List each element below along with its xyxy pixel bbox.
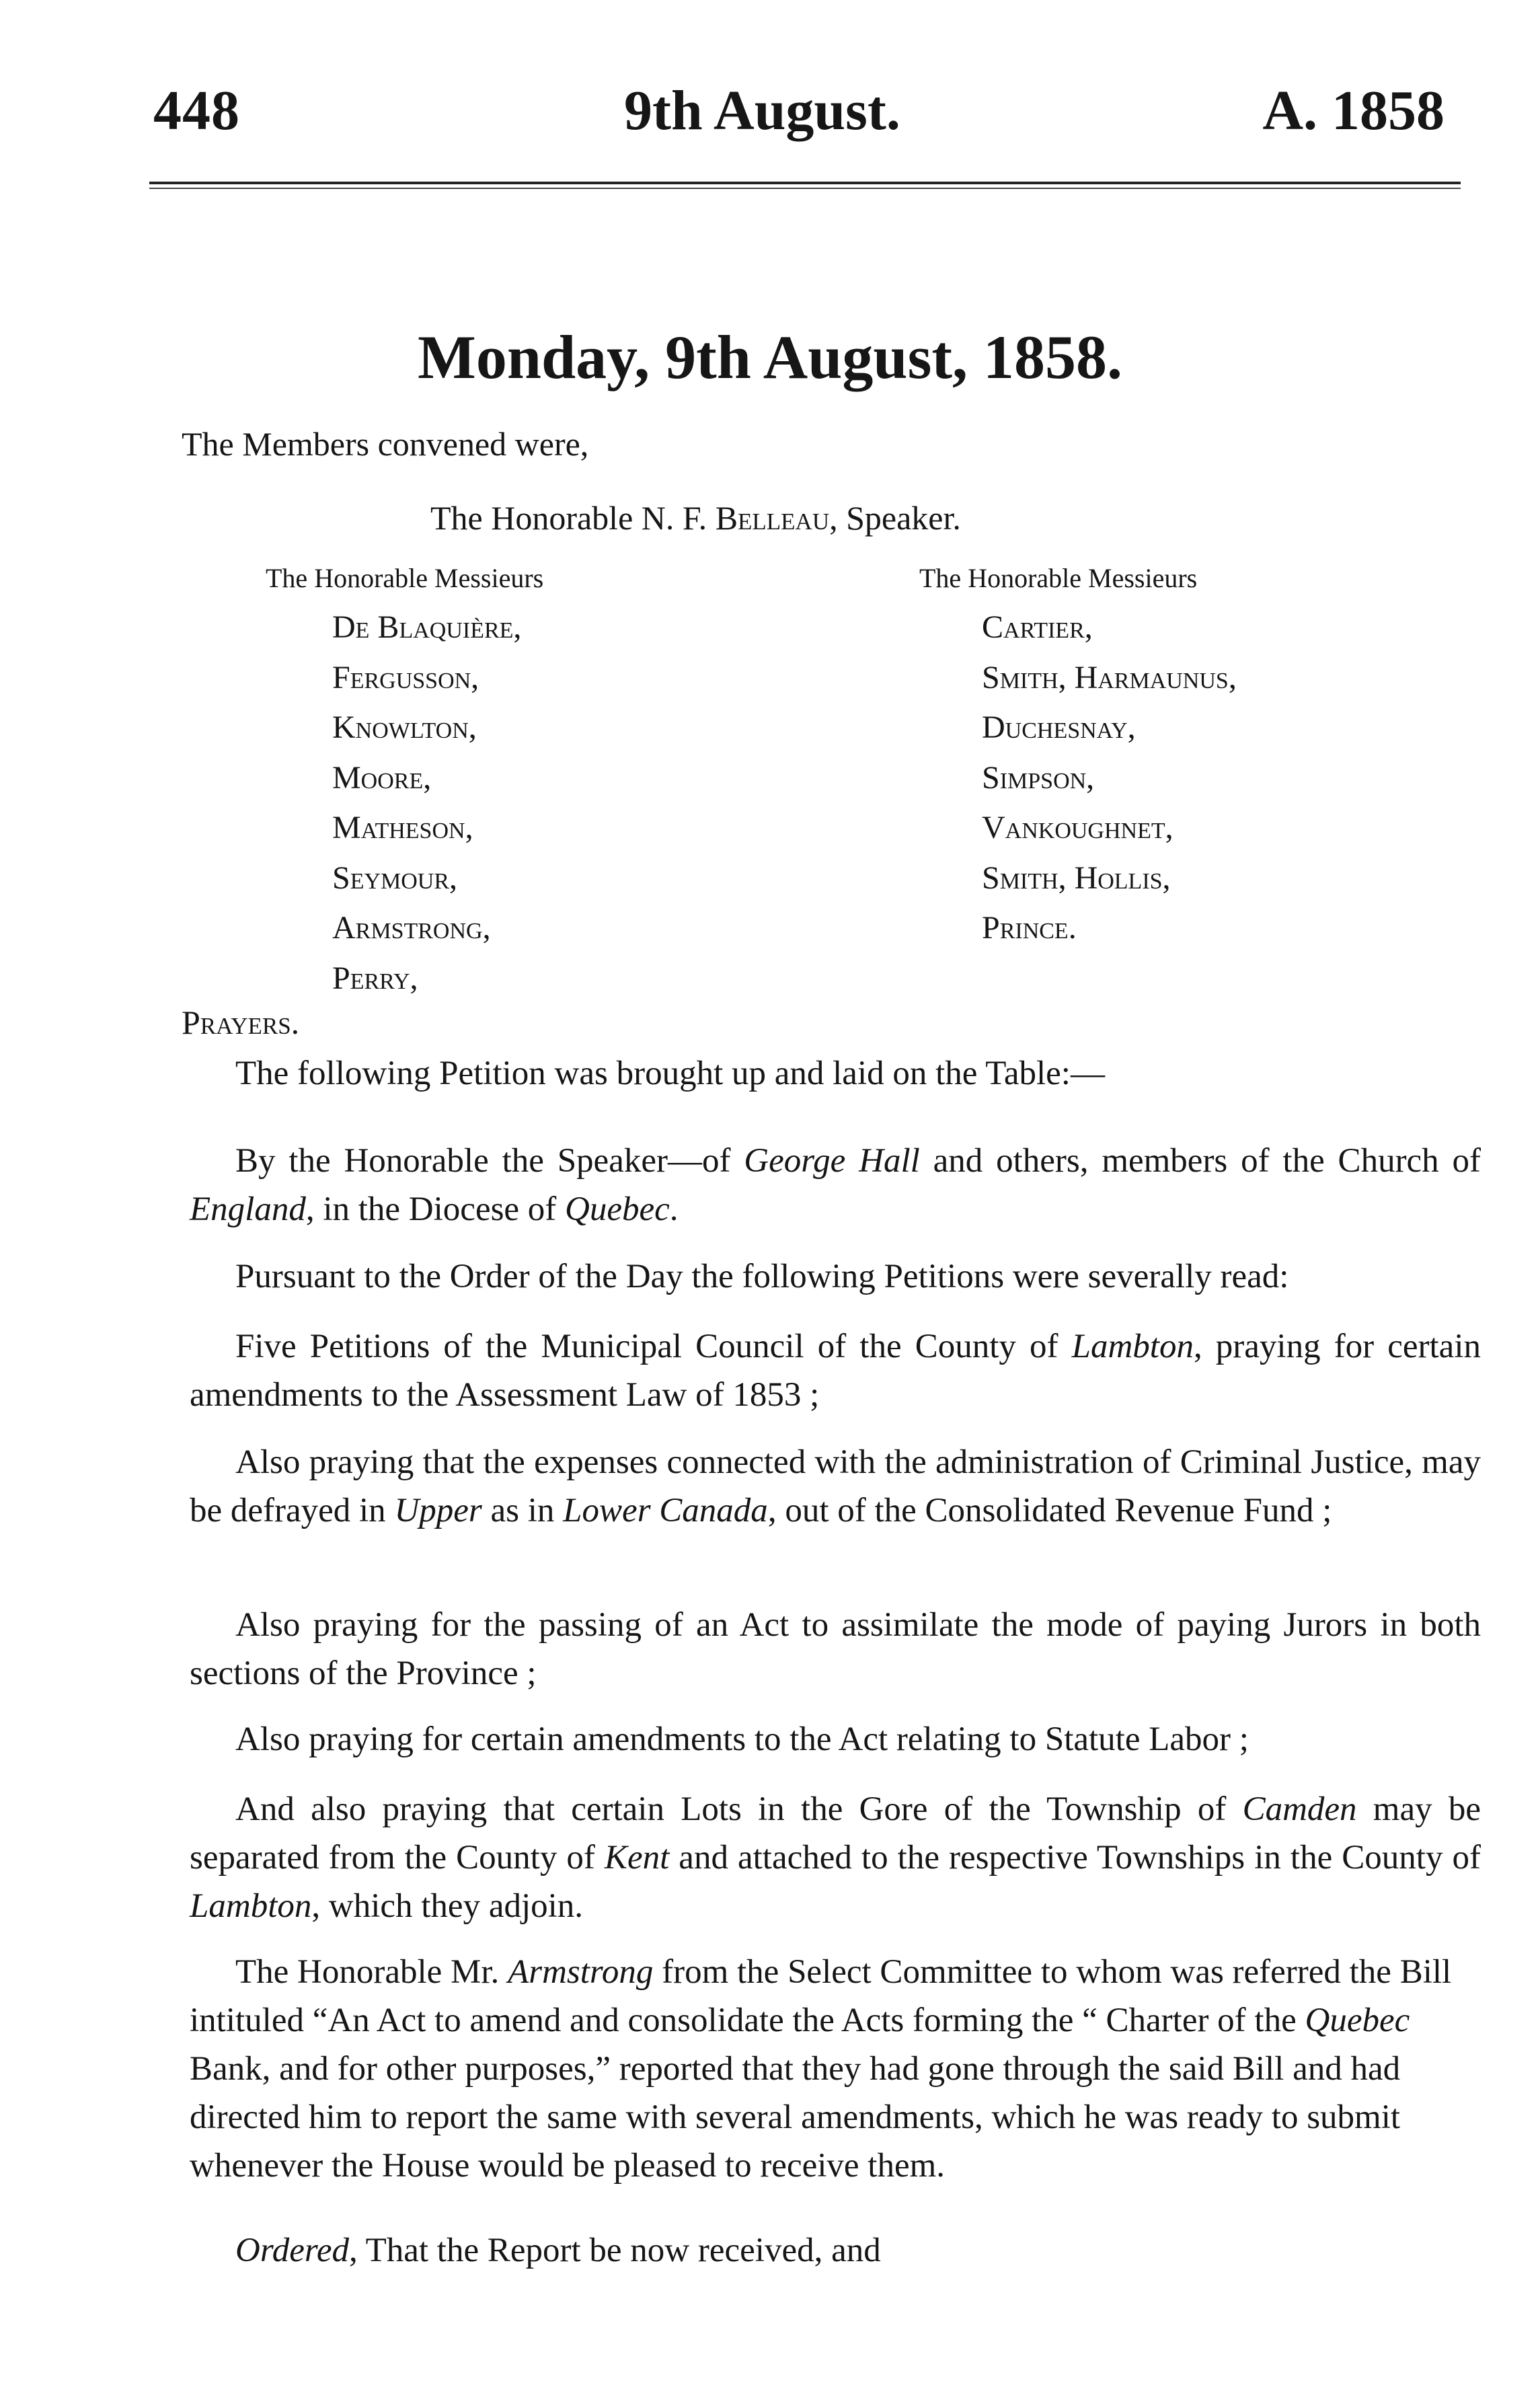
speaker-suffix: , Speaker. (829, 499, 961, 537)
prayers-heading: Prayers. (182, 1003, 300, 1041)
speaker-name: Belleau (715, 499, 830, 537)
running-head-year: A. 1858 (1262, 79, 1445, 142)
running-head (153, 73, 1471, 142)
committee-report-paragraph: The Honorable Mr. Armstrong from the Select Committee to whom was referred the Bill intituled “An Act to amend and consolidate the Acts forming the “ Charter of the Quebec Bank, and for other purposes,” reported that they had gone through the said Bill and had directed him to report the same with several amendments, which he was ready to submit whenever the House would be pleased to receive them. (190, 1953, 1452, 2185)
speaker-prefix: The Honorable N. F. (430, 499, 716, 537)
member-name: Vankoughnet, (982, 810, 1173, 845)
members-convened-line: The Members convened were, (182, 425, 589, 463)
province-upper: Upper (394, 1492, 482, 1529)
county-kent: Kent (604, 1839, 670, 1876)
member-name: Smith, Hollis, (982, 860, 1171, 896)
petitioner-name: George Hall (744, 1142, 920, 1180)
member-name: Moore, (332, 759, 432, 796)
members-right-heading: The Honorable Messieurs (919, 563, 1198, 593)
member-armstrong: Armstrong (508, 1953, 654, 1991)
petition-intro-paragraph: The following Petition was brought up and laid on the Table:— (235, 1055, 1105, 1092)
county-lambton: Lambton (190, 1887, 312, 1925)
member-name: Simpson, (982, 759, 1095, 796)
members-left-column (262, 560, 543, 1003)
member-name: Cartier, (982, 609, 1093, 645)
church-name: England (190, 1190, 306, 1228)
member-name: Armstrong, (332, 910, 491, 946)
speaker-line (430, 498, 961, 538)
running-head-date: 9th August. (624, 79, 900, 142)
member-name: Knowlton, (332, 710, 477, 745)
page-number: 448 (153, 79, 240, 142)
member-name: De Blaquière, (332, 609, 522, 645)
province-lower: Lower Canada (563, 1492, 768, 1529)
member-name: Seymour, (332, 860, 458, 896)
ordered-paragraph: Ordered, That the Report be now received, and (235, 2232, 881, 2269)
speaker-petition-paragraph: By the Honorable the Speaker—of George Hall and others, members of the Church of England, in the Diocese of Quebec. (190, 1142, 1481, 1228)
sitting-title: Monday, 9th August, 1858. (417, 323, 1123, 391)
order-of-day-paragraph: Pursuant to the Order of the Day the following Petitions were severally read: (235, 1258, 1289, 1295)
member-name: Duchesnay, (982, 710, 1136, 745)
member-name: Prince. (982, 910, 1077, 946)
header-rule-thin (149, 188, 1461, 189)
members-left-heading: The Honorable Messieurs (266, 563, 544, 593)
five-petitions-paragraph: Five Petitions of the Municipal Council of the County of Lambton, praying for certain amendments to the Assessment Law of 1853 ; (190, 1328, 1481, 1414)
member-name: Smith, Harmaunus, (982, 659, 1237, 695)
statute-labor-paragraph: Also praying for certain amendments to the Act relating to Statute Labor ; (235, 1720, 1249, 1758)
jurors-paragraph: Also praying for the passing of an Act to assimilate the mode of paying Jurors in both sections of the Province ; (190, 1606, 1481, 1692)
county-name: Lambton (1071, 1328, 1194, 1365)
gore-lots-paragraph: And also praying that certain Lots in the Gore of the Township of Camden may be separated from the County of Kent and attached to the respective Townships in the County of Lambton, which they adjoin. (190, 1790, 1481, 1925)
members-right-column (916, 560, 1237, 954)
ordered-label: Ordered (235, 2232, 350, 2269)
diocese-name: Quebec (565, 1190, 670, 1228)
bank-name: Quebec (1305, 2002, 1410, 2039)
member-name: Fergusson, (332, 659, 479, 695)
header-rule (149, 182, 1461, 184)
members-right-list (982, 603, 1237, 954)
township-name: Camden (1242, 1790, 1357, 1828)
members-left-list (332, 603, 543, 1003)
expenses-paragraph: Also praying that the expenses connected with the administration of Criminal Justice, may be defrayed in Upper as in Lower Canada, out of the Consolidated Revenue Fund ; (190, 1443, 1481, 1529)
member-name: Perry, (332, 960, 418, 996)
member-name: Matheson, (332, 810, 473, 845)
